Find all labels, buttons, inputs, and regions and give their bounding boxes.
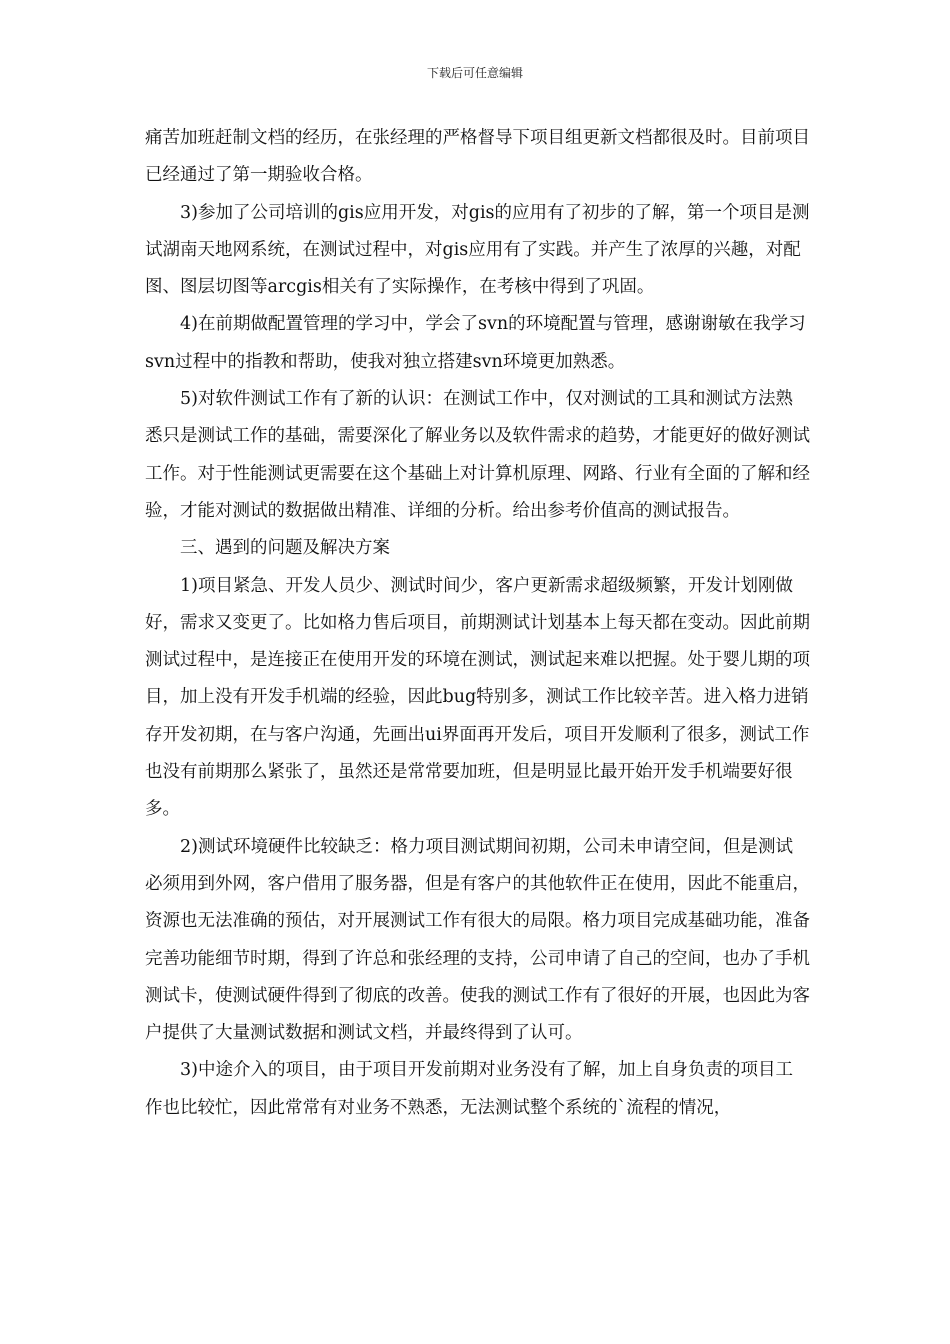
page-header: 下载后可任意编辑: [426, 66, 523, 80]
paragraph-3: 4)在前期做配置管理的学习中，学会了svn的环境配置与管理，感谢谢敏在我学习svn过程中的指教和帮助，使我对独立搭建svn环境更加熟悉。: [145, 314, 806, 372]
paragraph-6: 2)测试环境硬件比较缺乏：格力项目测试期间初期，公司未申请空间，但是测试必须用到外网，客户借用了服务器，但是有客户的其他软件正在使用，因此不能重启，资源也无法准确的预估，对开展测试工作有很大的局限。格力项目完成基础功能，准备完善功能细节时期，得到了许总和张经理的支持，公司申请了自己的空间，也办了手机测试卡，使测试硬件得到了彻底的改善。使我的测试工作有了很好的开展，也因此为客户提供了大量测试数据和测试文档，并最终得到了认可。: [145, 836, 810, 1044]
section-heading: 三、遇到的问题及解决方案: [180, 538, 390, 559]
paragraph-2: 3)参加了公司培训的gis应用开发，对gis的应用有了初步的了解，第一个项目是测试湖南天地网系统，在测试过程中，对gis应用有了实践。并产生了浓厚的兴趣，对配图、图层切图等arcgis相关有了实际操作，在考核中得到了巩固。: [145, 202, 810, 298]
paragraph-5: 1)项目紧急、开发人员少、测试时间少，客户更新需求超级频繁，开发计划刚做好，需求又变更了。比如格力售后项目，前期测试计划基本上每天都在变动。因此前期测试过程中，是连接正在使用开发的环境在测试，测试起来难以把握。处于婴儿期的项目，加上没有开发手机端的经验，因此bug特别多，测试工作比较辛苦。进入格力进销存开发初期，在与客户沟通，先画出ui界面再开发后，项目开发顺利了很多，测试工作也没有前期那么紧张了，虽然还是常常要加班，但是明显比最开始开发手机端要好很多。: [145, 575, 810, 820]
paragraph-4: 5)对软件测试工作有了新的认识：在测试工作中，仅对测试的工具和测试方法熟悉只是测试工作的基础，需要深化了解业务以及软件需求的趋势，才能更好的做好测试工作。对于性能测试更需要在这个基础上对计算机原理、网路、行业有全面的了解和经验，才能对测试的数据做出精准、详细的分析。给出参考价值高的测试报告。: [145, 389, 810, 521]
document-body: [145, 120, 810, 1127]
paragraph-7: 3)中途介入的项目，由于项目开发前期对业务没有了解，加上自身负责的项目工作也比较忙，因此常常有对业务不熟悉，无法测试整个系统的`流程的情况，: [145, 1060, 793, 1118]
paragraph-1: 痛苦加班赶制文档的经历，在张经理的严格督导下项目组更新文档都很及时。目前项目已经通过了第一期验收合格。: [145, 128, 810, 186]
